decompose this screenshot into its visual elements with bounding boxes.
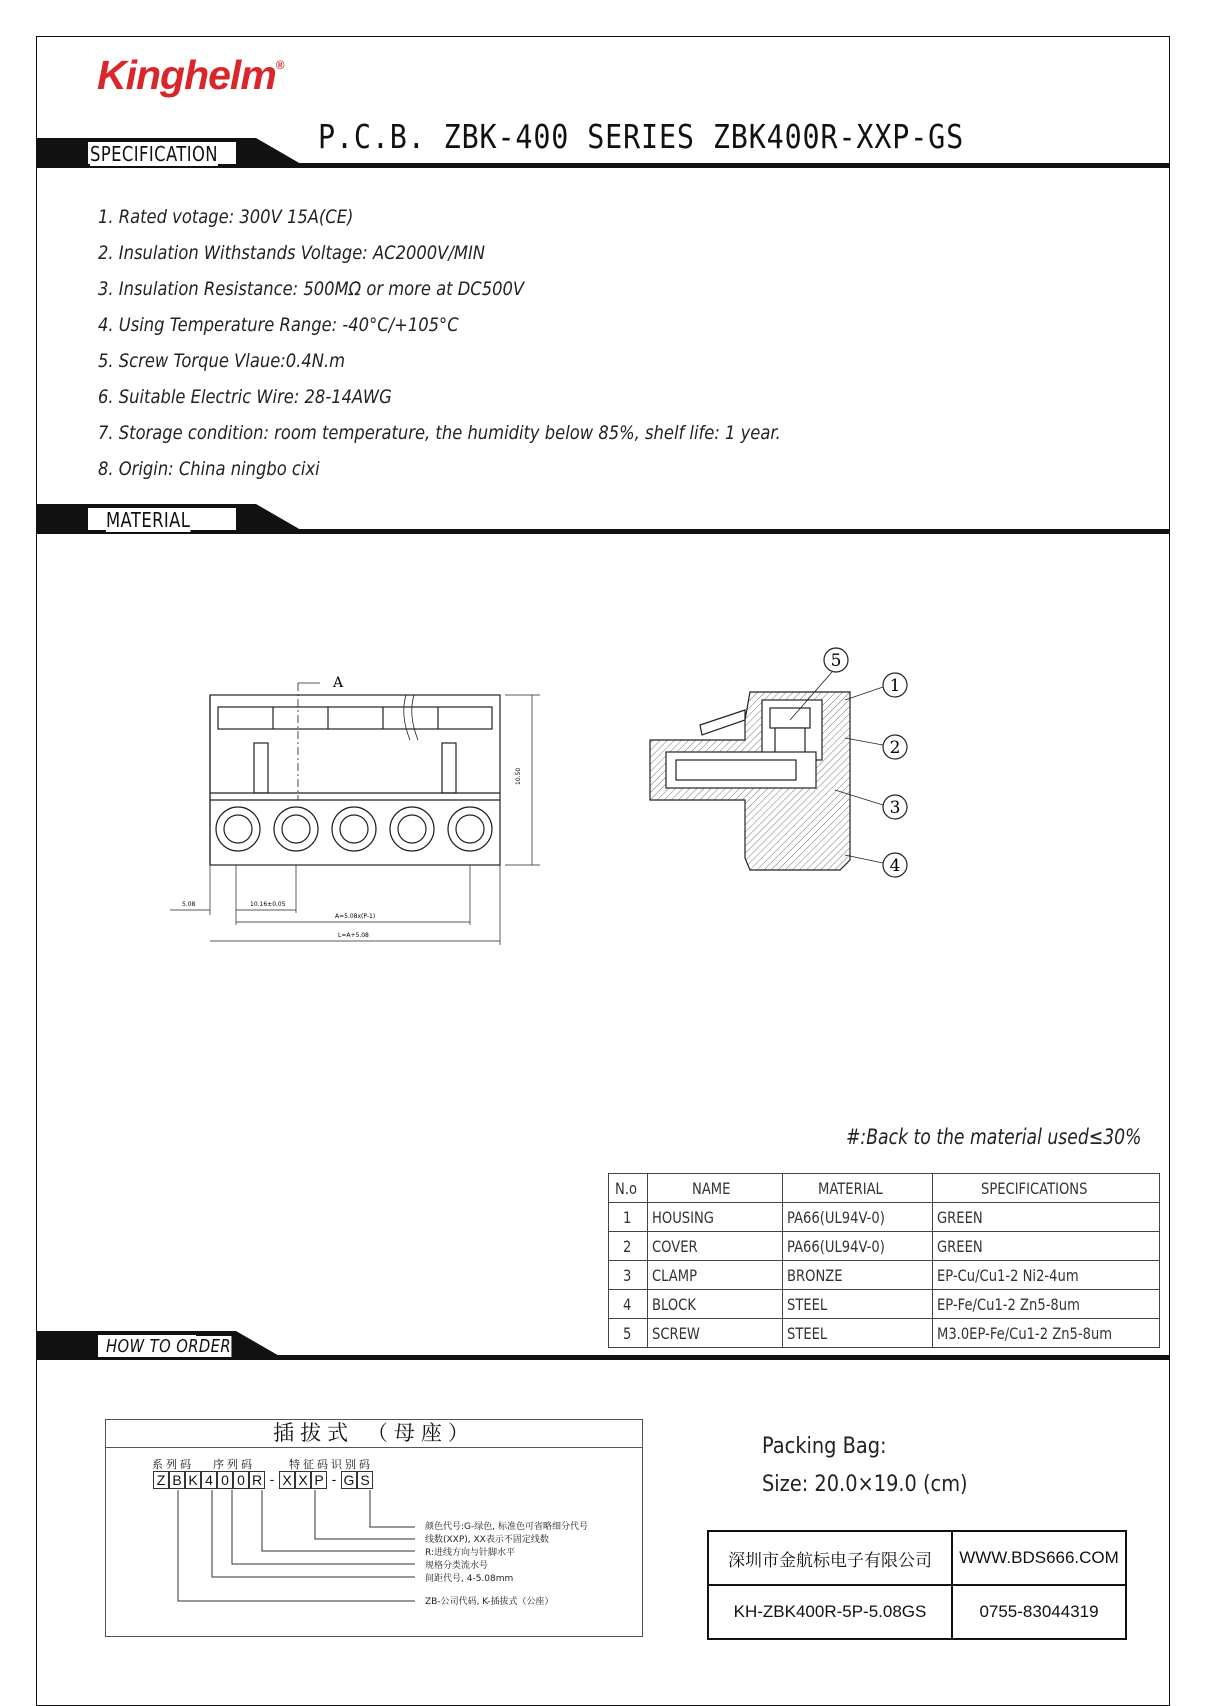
order-code-chars xyxy=(153,1471,373,1489)
callout-2: 2 xyxy=(889,738,901,758)
code-char: - xyxy=(331,1471,337,1487)
table-cell: COVER xyxy=(651,1236,698,1256)
code-char: 0 xyxy=(217,1471,233,1489)
table-cell: GREEN xyxy=(937,1236,983,1256)
material-label: MATERIAL xyxy=(106,508,191,532)
table-cell: SCREW xyxy=(651,1323,700,1343)
code-char: X xyxy=(295,1471,311,1489)
order-code-title: 插拔式 （母座） xyxy=(105,1419,643,1448)
specification-list xyxy=(98,199,892,487)
dim-a-label: A=5.08x(P-1) xyxy=(335,913,376,920)
callout-1: 1 xyxy=(889,676,901,696)
order-group-label: 特征码识别码 xyxy=(289,1458,373,1471)
col-header: MATERIAL xyxy=(818,1178,883,1198)
spec-item: 3. Insulation Resistance: 500MΩ or more at DC500V xyxy=(98,278,525,300)
packing-info xyxy=(762,1428,968,1504)
code-char: R xyxy=(249,1471,265,1489)
code-char: K xyxy=(185,1471,201,1489)
dim-pitch-label: 10.16±0.05 xyxy=(250,901,286,908)
table-cell: 3 xyxy=(622,1265,632,1285)
legend-item: R:进线方向与针脚水平 xyxy=(425,1548,516,1558)
dim-left-label: 5.08 xyxy=(182,901,196,908)
order-group-label: 系列码 xyxy=(152,1458,194,1471)
table-cell: 4 xyxy=(622,1294,632,1314)
table-cell: STEEL xyxy=(787,1323,828,1343)
section-marker-a: A xyxy=(333,675,344,691)
code-char: S xyxy=(357,1471,373,1489)
dim-l-label: L=A+5.08 xyxy=(338,932,369,939)
code-char: - xyxy=(269,1471,275,1487)
code-char: 4 xyxy=(201,1471,217,1489)
table-row xyxy=(609,1232,1160,1261)
company-phone: 0755-83044319 xyxy=(952,1585,1126,1639)
spec-item: 6. Suitable Electric Wire: 28-14AWG xyxy=(98,386,392,408)
table-cell: 2 xyxy=(622,1236,632,1256)
table-cell: M3.0EP-Fe/Cu1-2 Zn5-8um xyxy=(937,1323,1113,1343)
code-char: Z xyxy=(153,1471,169,1489)
table-cell: STEEL xyxy=(787,1294,828,1314)
legend-item: 间距代号, 4-5.08mm xyxy=(425,1574,514,1584)
spec-item: 2. Insulation Withstands Voltage: AC2000V/MIN xyxy=(98,242,485,264)
supplier-stamp xyxy=(707,1530,1127,1640)
material-table xyxy=(608,1173,1160,1348)
table-cell: 5 xyxy=(622,1323,632,1343)
spec-item: 7. Storage condition: room temperature, the humidity below 85%, shelf life: 1 year. xyxy=(98,422,781,444)
table-row xyxy=(609,1319,1160,1348)
callout-4: 4 xyxy=(889,856,901,876)
table-cell: BLOCK xyxy=(651,1294,696,1314)
table-cell: 1 xyxy=(622,1207,632,1227)
how-to-order-label: HOW TO ORDER xyxy=(106,1336,232,1357)
code-char: X xyxy=(279,1471,295,1489)
col-header: SPECIFICATIONS xyxy=(981,1178,1088,1198)
table-row xyxy=(609,1290,1160,1319)
legend-item: 颜色代号:G-绿色, 标准色可省略细分代号 xyxy=(425,1522,588,1532)
col-header: NAME xyxy=(691,1178,731,1198)
table-row xyxy=(609,1261,1160,1290)
col-header: N.o xyxy=(614,1178,637,1198)
packing-title: Packing Bag: xyxy=(762,1434,887,1459)
spec-item: 8. Origin: China ningbo cixi xyxy=(98,458,320,480)
code-char: G xyxy=(341,1471,357,1489)
spec-item: 4. Using Temperature Range: -40°C/+105°C xyxy=(98,314,459,336)
table-cell: CLAMP xyxy=(651,1265,697,1285)
table-header-row xyxy=(609,1174,1160,1203)
spec-item: 5. Screw Torque Vlaue:0.4N.m xyxy=(98,350,346,372)
part-number: KH-ZBK400R-5P-5.08GS xyxy=(708,1585,952,1639)
legend-item: 线数(XXP), XX表示不固定线数 xyxy=(425,1535,549,1545)
dim-height-label: 10.50 xyxy=(515,767,522,785)
code-char: 0 xyxy=(233,1471,249,1489)
table-cell: HOUSING xyxy=(651,1207,714,1227)
material-note: #:Back to the material used≤30% xyxy=(846,1125,1142,1149)
order-group-label: 序列码 xyxy=(213,1458,255,1471)
company-name: 深圳市金航标电子有限公司 xyxy=(708,1531,952,1585)
company-website: WWW.BDS666.COM xyxy=(952,1531,1126,1585)
code-char: P xyxy=(311,1471,327,1489)
kinghelm-logo: Kinghelm® xyxy=(97,52,284,98)
table-cell: PA66(UL94V-0) xyxy=(787,1207,886,1227)
code-char: B xyxy=(169,1471,185,1489)
table-cell: GREEN xyxy=(937,1207,983,1227)
table-cell: EP-Cu/Cu1-2 Ni2-4um xyxy=(937,1265,1079,1285)
specification-label: SPECIFICATION xyxy=(90,142,218,166)
page-title: P.C.B. ZBK-400 SERIES ZBK400R-XXP-GS xyxy=(318,117,965,156)
callout-3: 3 xyxy=(889,798,901,818)
table-cell: PA66(UL94V-0) xyxy=(787,1236,886,1256)
legend-item: 规格分类流水号 xyxy=(425,1561,489,1571)
packing-size: Size: 20.0×19.0 (cm) xyxy=(762,1472,968,1497)
table-cell: EP-Fe/Cu1-2 Zn5-8um xyxy=(937,1294,1080,1314)
order-legend xyxy=(425,1521,588,1609)
table-cell: BRONZE xyxy=(787,1265,843,1285)
spec-item: 1. Rated votage: 300V 15A(CE) xyxy=(98,206,354,228)
section-view-drawing xyxy=(640,640,920,880)
table-row xyxy=(609,1203,1160,1232)
front-view-drawing xyxy=(170,665,550,955)
callout-5: 5 xyxy=(830,651,842,671)
legend-item: ZB-公司代码, K-插拔式（公座） xyxy=(425,1597,554,1607)
order-leader-lines xyxy=(150,1490,450,1605)
